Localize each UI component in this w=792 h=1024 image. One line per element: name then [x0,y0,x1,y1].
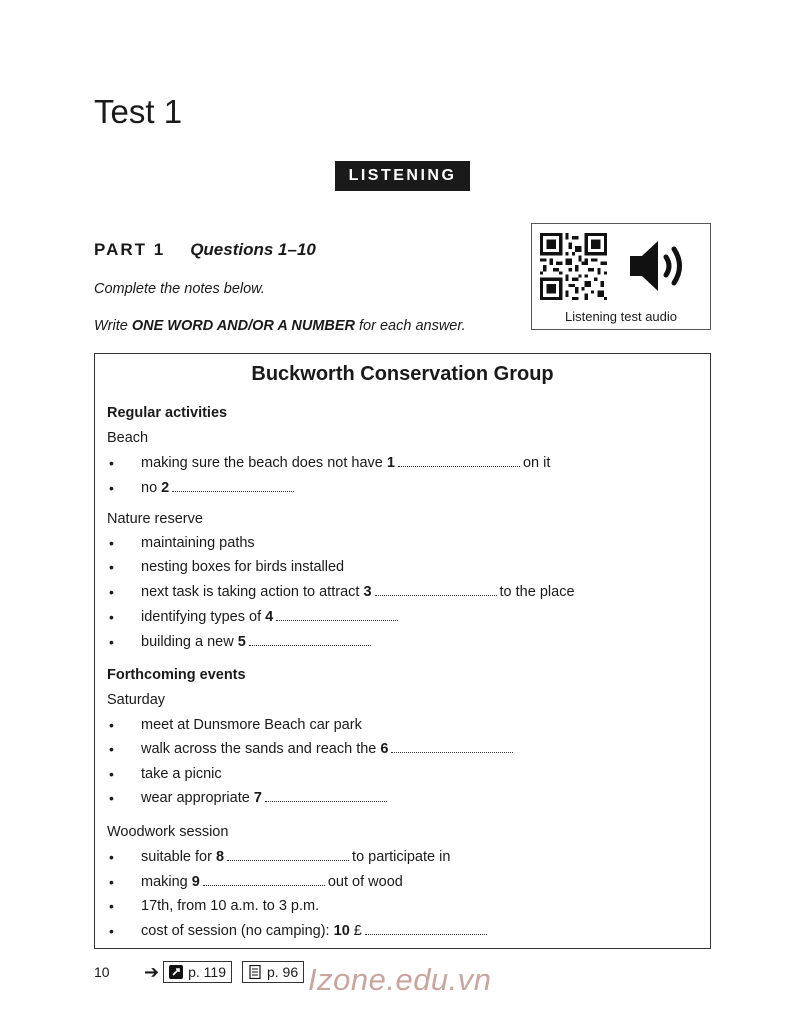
list-item: • no 2 [141,480,297,496]
answer-key-reference[interactable]: p. 96 [242,961,304,983]
audio-link-box[interactable] [531,223,711,330]
list-item: • suitable for 8 to participate in [141,849,450,865]
instruction-complete: Complete the notes below. [94,281,265,297]
heading-forthcoming-events: Forthcoming events [107,667,246,683]
list-item: • identifying types of 4 [141,609,401,625]
questions-range: Questions 1–10 [190,240,316,259]
page-footer [94,960,314,984]
list-item: • making 9 out of wood [141,874,403,890]
answer-blank-6[interactable] [391,742,513,753]
notes-box [94,353,711,949]
document-icon [248,965,262,979]
answer-blank-4[interactable] [276,610,398,621]
answer-blank-7[interactable] [265,791,387,802]
test-title: Test 1 [94,93,183,130]
list-item: • maintaining paths [141,535,255,551]
script-icon [169,965,183,979]
answer-blank-10[interactable] [365,924,487,935]
heading-woodwork-session: Woodwork session [107,824,229,840]
watermark: Izone.edu.vn [308,962,492,997]
part-header [94,240,316,260]
answer-blank-9[interactable] [203,875,325,886]
answer-blank-1[interactable] [398,456,520,467]
list-item: • meet at Dunsmore Beach car park [141,717,362,733]
list-item: • wear appropriate 7 [141,790,390,806]
heading-nature-reserve: Nature reserve [107,511,203,527]
heading-beach: Beach [107,430,149,446]
answer-blank-3[interactable] [375,585,497,596]
heading-regular-activities: Regular activities [107,405,228,421]
instruction-word-limit: Write ONE WORD AND/OR A NUMBER for each answer. [94,318,466,334]
arrow-right-icon: ➔ [144,961,160,982]
list-item: • take a picnic [141,766,222,782]
list-item: • walk across the sands and reach the 6 [141,741,516,757]
page-number: 10 [94,964,110,980]
part-label: PART 1 [94,240,166,259]
list-item: • cost of session (no camping): 10 £ [141,923,490,939]
list-item: • next task is taking action to attract 3 to the place [141,584,575,600]
heading-saturday: Saturday [107,692,166,708]
list-item: • building a new 5 [141,634,374,650]
list-item: • nesting boxes for birds installed [141,559,344,575]
audioscript-reference[interactable]: p. 119 [163,961,232,983]
answer-blank-8[interactable] [227,850,349,861]
qr-code-icon[interactable] [540,233,607,300]
answer-blank-5[interactable] [249,635,371,646]
section-badge: LISTENING [335,161,470,191]
notes-title: Buckworth Conservation Group [251,363,554,385]
speaker-icon[interactable] [628,238,690,294]
list-item: • making sure the beach does not have 1 on it [141,455,550,471]
answer-blank-2[interactable] [172,481,294,492]
list-item: • 17th, from 10 a.m. to 3 p.m. [141,898,319,914]
audio-caption: Listening test audio [564,309,678,324]
